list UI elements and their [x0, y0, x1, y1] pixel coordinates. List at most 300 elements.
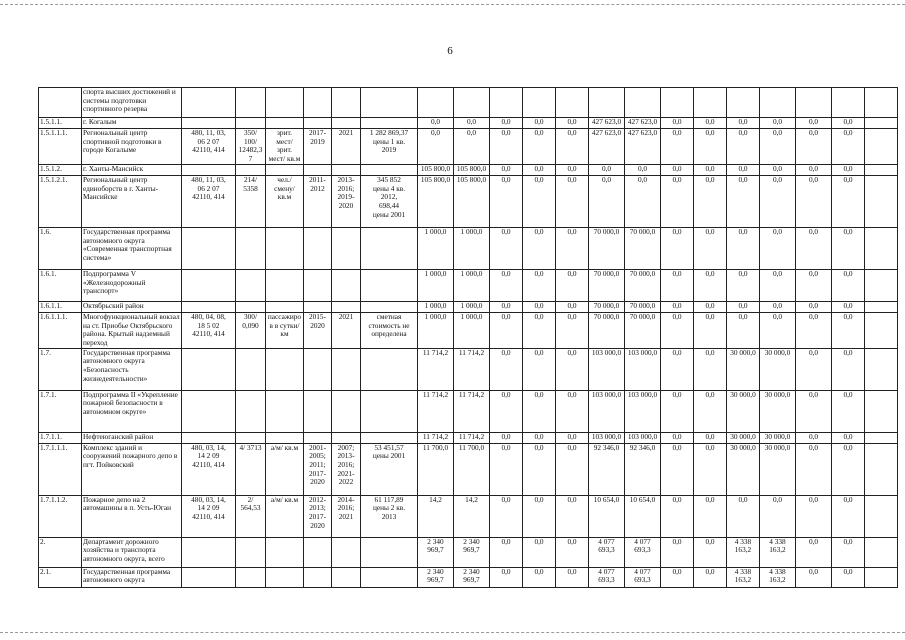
funding-value-cell: 0,0 — [661, 164, 694, 175]
funding-value-cell: 0,0 — [832, 269, 865, 301]
funding-value-cell: 10 654,0 — [589, 495, 625, 537]
capacity-unit-cell — [266, 567, 304, 587]
capacity-cell — [236, 227, 266, 269]
capacity-cell — [236, 432, 266, 443]
capacity-unit-cell — [266, 301, 304, 312]
row-code-cell: 1.7.1.1. — [39, 432, 82, 443]
funding-value-cell: 0,0 — [523, 175, 556, 227]
funding-value-cell: 0,0 — [556, 443, 589, 495]
row-name-cell: Государственная программа автономного округа — [82, 567, 182, 587]
construction-period-cell — [304, 88, 332, 118]
budget-classification-cell — [182, 164, 236, 175]
funding-value-cell: 0,0 — [832, 118, 865, 129]
funding-value-cell: 0,0 — [661, 443, 694, 495]
funding-value-cell: 0,0 — [556, 312, 589, 348]
construction-period-cell — [304, 164, 332, 175]
funding-value-cell: 0,0 — [523, 432, 556, 443]
commissioning-year-cell — [332, 118, 361, 129]
construction-period-cell — [304, 118, 332, 129]
row-code-cell: 1.7. — [39, 348, 82, 390]
funding-value-cell: 0,0 — [490, 312, 523, 348]
funding-value-cell: 2 340 969,7 — [454, 567, 490, 587]
funding-value-cell: 0,0 — [694, 537, 727, 567]
row-code-cell: 1.5.1.1.1. — [39, 129, 82, 165]
funding-value-cell: 427 623,0 — [625, 129, 661, 165]
table-row — [39, 88, 898, 118]
funding-value-cell: 103 000,0 — [625, 432, 661, 443]
funding-value-cell: 0,0 — [454, 129, 490, 165]
funding-value-cell: 0,0 — [661, 495, 694, 537]
funding-value-cell: 30 000,0 — [727, 348, 760, 390]
row-name-cell: Подпрограмма II «Укрепление пожарной безопасности в автономном округе» — [82, 390, 182, 432]
funding-value-cell: 105 800,0 — [454, 175, 490, 227]
funding-value-cell: 0,0 — [832, 348, 865, 390]
funding-value-cell: 70 000,0 — [625, 301, 661, 312]
budget-classification-cell: 480, 03, 14, 14 2 09 42110, 414 — [182, 443, 236, 495]
construction-period-cell: 2017- 2019 — [304, 129, 332, 165]
funding-value-cell: 0,0 — [661, 390, 694, 432]
funding-value-cell — [727, 88, 760, 118]
commissioning-year-cell: 2013- 2016; 2019- 2020 — [332, 175, 361, 227]
funding-value-cell: 0,0 — [832, 443, 865, 495]
funding-value-cell: 0,0 — [523, 164, 556, 175]
funding-value-cell: 4 338 163,2 — [727, 537, 760, 567]
funding-value-cell: 0,0 — [661, 567, 694, 587]
funding-value-cell — [865, 301, 898, 312]
funding-value-cell: 4 338 163,2 — [760, 567, 796, 587]
funding-value-cell: 0,0 — [832, 537, 865, 567]
funding-value-cell: 0,0 — [727, 227, 760, 269]
funding-value-cell: 0,0 — [694, 312, 727, 348]
commissioning-year-cell — [332, 432, 361, 443]
budget-classification-cell: 480, 11, 03, 06 2 07 42110, 414 — [182, 129, 236, 165]
funding-value-cell — [523, 88, 556, 118]
funding-value-cell: 0,0 — [796, 567, 832, 587]
estimated-cost-cell — [361, 227, 418, 269]
funding-value-cell: 0,0 — [661, 312, 694, 348]
funding-value-cell: 0,0 — [760, 312, 796, 348]
funding-value-cell: 0,0 — [727, 301, 760, 312]
estimated-cost-cell — [361, 301, 418, 312]
construction-period-cell — [304, 390, 332, 432]
funding-value-cell: 0,0 — [694, 118, 727, 129]
page-number: 6 — [447, 45, 453, 57]
funding-value-cell: 0,0 — [490, 537, 523, 567]
table-row — [39, 301, 898, 312]
funding-value-cell: 30 000,0 — [760, 390, 796, 432]
row-code-cell: 2.1. — [39, 567, 82, 587]
funding-value-cell: 30 000,0 — [727, 443, 760, 495]
funding-value-cell: 0,0 — [796, 269, 832, 301]
construction-period-cell — [304, 567, 332, 587]
funding-value-cell: 0,0 — [523, 118, 556, 129]
scan-bottom-edge — [0, 632, 905, 633]
funding-value-cell: 70 000,0 — [589, 227, 625, 269]
funding-value-cell: 0,0 — [760, 495, 796, 537]
capacity-unit-cell — [266, 537, 304, 567]
row-code-cell: 1.5.1.1. — [39, 118, 82, 129]
row-name-cell: Октябрьский район — [82, 301, 182, 312]
row-name-cell: Многофункциональный вокзал на ст. Приобье Октябрьского района. Крытый надземный переход — [83, 312, 180, 347]
capacity-cell — [236, 269, 266, 301]
funding-value-cell — [760, 88, 796, 118]
table-row — [39, 432, 898, 443]
funding-value-cell: 11 714,2 — [418, 432, 454, 443]
capacity-unit-cell — [266, 164, 304, 175]
funding-value-cell: 0,0 — [556, 301, 589, 312]
funding-value-cell: 0,0 — [490, 390, 523, 432]
row-name-cell: Департамент дорожного хозяйства и транспорта автономного округа, всего — [82, 537, 182, 567]
funding-value-cell: 0,0 — [625, 164, 661, 175]
funding-value-cell: 0,0 — [796, 164, 832, 175]
funding-value-cell: 30 000,0 — [760, 443, 796, 495]
commissioning-year-cell — [332, 269, 361, 301]
funding-value-cell: 0,0 — [556, 567, 589, 587]
funding-value-cell: 0,0 — [523, 443, 556, 495]
funding-value-cell — [625, 88, 661, 118]
funding-value-cell: 0,0 — [832, 495, 865, 537]
funding-value-cell: 0,0 — [490, 118, 523, 129]
funding-value-cell — [865, 432, 898, 443]
row-code-cell: 1.7.1.1.1. — [39, 443, 82, 495]
funding-value-cell — [865, 495, 898, 537]
funding-value-cell: 0,0 — [556, 129, 589, 165]
funding-value-cell: 0,0 — [694, 495, 727, 537]
funding-value-cell: 70 000,0 — [589, 312, 625, 348]
table-row — [39, 312, 898, 348]
funding-value-cell — [865, 269, 898, 301]
row-name-cell: Пожарное депо на 2 автомашины в п. Усть-Юган — [82, 495, 182, 537]
funding-value-cell — [661, 88, 694, 118]
commissioning-year-cell — [332, 164, 361, 175]
funding-value-cell: 0,0 — [523, 129, 556, 165]
estimated-cost-cell — [361, 567, 418, 587]
table-row — [39, 348, 898, 390]
construction-period-cell: 2015- 2020 — [304, 312, 332, 348]
capacity-unit-cell: зрит. мест/ зрит. мест/ кв.м — [266, 129, 304, 165]
funding-value-cell: 0,0 — [832, 390, 865, 432]
capacity-cell — [236, 118, 266, 129]
funding-value-cell: 4 077 693,3 — [625, 567, 661, 587]
row-name-cell: Региональный центр спортивной подготовки в городе Когалыме — [82, 129, 182, 165]
funding-value-cell: 0,0 — [661, 432, 694, 443]
construction-period-cell: 2011- 2012 — [304, 175, 332, 227]
commissioning-year-cell — [332, 227, 361, 269]
funding-value-cell: 0,0 — [727, 129, 760, 165]
funding-value-cell: 0,0 — [760, 227, 796, 269]
funding-value-cell: 70 000,0 — [625, 312, 661, 348]
row-code-cell: 2. — [39, 537, 82, 567]
funding-value-cell: 0,0 — [796, 390, 832, 432]
funding-value-cell — [865, 164, 898, 175]
funding-value-cell: 11 714,2 — [454, 348, 490, 390]
table-row — [39, 443, 898, 495]
commissioning-year-cell — [332, 537, 361, 567]
row-name-cell: г. Ханты-Мансийск — [82, 164, 182, 175]
funding-value-cell — [865, 443, 898, 495]
funding-value-cell: 0,0 — [661, 175, 694, 227]
budget-classification-cell — [182, 432, 236, 443]
funding-value-cell — [865, 348, 898, 390]
funding-value-cell: 11 700,0 — [454, 443, 490, 495]
row-name-cell: г. Когалым — [82, 118, 182, 129]
capacity-cell: 300/ 0,090 — [236, 312, 266, 348]
funding-value-cell: 0,0 — [661, 227, 694, 269]
commissioning-year-cell: 2014- 2016; 2021 — [332, 495, 361, 537]
funding-value-cell: 10 654,0 — [625, 495, 661, 537]
capacity-unit-cell: пассажиро в в сутки/ км — [266, 312, 304, 348]
row-code-cell: 1.7.1.1.2. — [39, 495, 82, 537]
budget-classification-cell — [182, 301, 236, 312]
funding-value-cell: 0,0 — [556, 175, 589, 227]
capacity-cell: 214/ 5358 — [236, 175, 266, 227]
table-row — [39, 537, 898, 567]
table-row — [39, 495, 898, 537]
budget-classification-cell — [182, 88, 236, 118]
funding-value-cell: 0,0 — [523, 312, 556, 348]
funding-value-cell: 0,0 — [661, 301, 694, 312]
funding-value-cell: 4 077 693,3 — [625, 537, 661, 567]
row-code-cell: 1.6.1.1. — [39, 301, 82, 312]
construction-period-cell — [304, 348, 332, 390]
funding-value-cell: 0,0 — [760, 129, 796, 165]
funding-value-cell — [418, 88, 454, 118]
funding-value-cell: 427 623,0 — [625, 118, 661, 129]
funding-value-cell — [556, 88, 589, 118]
estimated-cost-cell — [361, 88, 418, 118]
funding-value-cell: 14,2 — [418, 495, 454, 537]
estimated-cost-cell: сметная стоимость не определена — [361, 312, 418, 348]
row-code-cell: 1.7.1. — [39, 390, 82, 432]
funding-value-cell: 0,0 — [490, 348, 523, 390]
funding-value-cell: 0,0 — [796, 443, 832, 495]
estimated-cost-cell: 1 282 869,37 цены 1 кв. 2019 — [361, 129, 418, 165]
funding-value-cell: 0,0 — [694, 175, 727, 227]
capacity-unit-cell — [266, 118, 304, 129]
funding-value-cell: 1 000,0 — [454, 301, 490, 312]
funding-value-cell: 0,0 — [694, 269, 727, 301]
funding-value-cell: 30 000,0 — [727, 432, 760, 443]
capacity-unit-cell: чел./ смену/ кв.м — [266, 175, 304, 227]
capacity-unit-cell — [266, 432, 304, 443]
funding-value-cell: 0,0 — [490, 443, 523, 495]
funding-value-cell — [832, 88, 865, 118]
funding-value-cell: 0,0 — [694, 348, 727, 390]
estimated-cost-cell — [361, 348, 418, 390]
funding-value-cell: 0,0 — [796, 175, 832, 227]
funding-value-cell: 1 000,0 — [418, 269, 454, 301]
funding-value-cell: 0,0 — [760, 269, 796, 301]
budget-classification-cell — [182, 390, 236, 432]
estimated-cost-cell: 61 117,89 цены 2 кв. 2013 — [361, 495, 418, 537]
funding-value-cell: 0,0 — [490, 227, 523, 269]
funding-value-cell — [589, 88, 625, 118]
funding-value-cell: 0,0 — [694, 567, 727, 587]
funding-value-cell: 0,0 — [796, 129, 832, 165]
funding-value-cell: 11 714,2 — [418, 348, 454, 390]
funding-value-cell — [865, 227, 898, 269]
funding-value-cell: 105 800,0 — [454, 164, 490, 175]
funding-value-cell: 0,0 — [490, 567, 523, 587]
row-name-cell: Государственная программа автономного округа «Современная транспортная система» — [82, 227, 182, 269]
funding-value-cell: 0,0 — [832, 175, 865, 227]
funding-value-cell: 0,0 — [694, 443, 727, 495]
funding-value-cell — [865, 175, 898, 227]
funding-value-cell: 0,0 — [760, 301, 796, 312]
funding-value-cell: 0,0 — [523, 390, 556, 432]
funding-value-cell: 0,0 — [490, 432, 523, 443]
capacity-unit-cell — [266, 88, 304, 118]
table-row — [39, 390, 898, 432]
funding-value-cell: 0,0 — [832, 301, 865, 312]
funding-value-cell — [865, 88, 898, 118]
funding-value-cell: 1 000,0 — [454, 312, 490, 348]
funding-value-cell: 0,0 — [727, 495, 760, 537]
row-name-cell: спорта высших достижений и системы подготовки спортивного резерва — [82, 88, 182, 118]
funding-value-cell — [454, 88, 490, 118]
commissioning-year-cell — [332, 567, 361, 587]
funding-value-cell: 105 800,0 — [418, 164, 454, 175]
funding-value-cell: 0,0 — [490, 175, 523, 227]
commissioning-year-cell — [332, 390, 361, 432]
row-name-cell: Государственная программа автономного округа «Безопасность жизнедеятельности» — [82, 348, 182, 390]
funding-value-cell — [694, 88, 727, 118]
row-code-cell: 1.5.1.2.1. — [39, 175, 82, 227]
table-row — [39, 129, 898, 165]
funding-value-cell: 0,0 — [589, 164, 625, 175]
funding-value-cell: 0,0 — [661, 537, 694, 567]
construction-period-cell — [304, 537, 332, 567]
funding-value-cell: 0,0 — [454, 118, 490, 129]
funding-value-cell: 0,0 — [760, 118, 796, 129]
funding-value-cell: 1 000,0 — [418, 301, 454, 312]
construction-period-cell — [304, 269, 332, 301]
funding-value-cell: 0,0 — [490, 301, 523, 312]
capacity-unit-cell: а/м/ кв.м — [266, 443, 304, 495]
funding-value-cell: 103 000,0 — [625, 390, 661, 432]
funding-value-cell: 1 000,0 — [418, 312, 454, 348]
funding-value-cell: 0,0 — [490, 129, 523, 165]
row-name-cell: Региональный центр единоборств в г. Ханты-Мансийске — [82, 175, 182, 227]
funding-value-cell: 0,0 — [556, 118, 589, 129]
row-name-cell: Нефтеюганский район — [82, 432, 182, 443]
funding-value-cell: 0,0 — [796, 537, 832, 567]
capacity-cell — [236, 88, 266, 118]
funding-value-cell: 0,0 — [727, 175, 760, 227]
estimated-cost-cell — [361, 390, 418, 432]
funding-value-cell: 0,0 — [523, 348, 556, 390]
funding-value-cell: 0,0 — [418, 118, 454, 129]
capacity-cell — [236, 164, 266, 175]
funding-value-cell: 11 700,0 — [418, 443, 454, 495]
funding-value-cell: 0,0 — [796, 301, 832, 312]
funding-value-cell: 103 000,0 — [589, 390, 625, 432]
funding-value-cell: 103 000,0 — [589, 432, 625, 443]
funding-value-cell — [490, 88, 523, 118]
funding-value-cell: 14,2 — [454, 495, 490, 537]
commissioning-year-cell: 2007; 2013- 2016; 2021- 2022 — [332, 443, 361, 495]
funding-value-cell: 0,0 — [760, 164, 796, 175]
funding-value-cell: 0,0 — [661, 348, 694, 390]
table-row — [39, 175, 898, 227]
funding-value-cell: 0,0 — [727, 164, 760, 175]
funding-value-cell: 0,0 — [832, 567, 865, 587]
funding-value-cell: 0,0 — [694, 164, 727, 175]
row-code-cell — [39, 88, 82, 118]
funding-value-cell: 11 714,2 — [418, 390, 454, 432]
funding-value-cell: 30 000,0 — [760, 432, 796, 443]
funding-value-cell: 0,0 — [490, 164, 523, 175]
funding-value-cell: 0,0 — [796, 227, 832, 269]
funding-value-cell: 4 077 693,3 — [589, 567, 625, 587]
row-code-cell: 1.6.1.1.1. — [39, 312, 82, 348]
funding-value-cell: 4 338 163,2 — [760, 537, 796, 567]
estimated-cost-cell — [361, 164, 418, 175]
budget-classification-cell: 480, 04, 08, 18 5 02 42110, 414 — [182, 312, 236, 348]
funding-value-cell: 0,0 — [796, 495, 832, 537]
funding-value-cell: 0,0 — [832, 129, 865, 165]
funding-value-cell: 0,0 — [694, 227, 727, 269]
funding-value-cell: 1 000,0 — [454, 269, 490, 301]
capacity-unit-cell — [266, 269, 304, 301]
funding-value-cell: 0,0 — [727, 269, 760, 301]
budget-classification-cell — [182, 269, 236, 301]
estimated-cost-cell — [361, 537, 418, 567]
estimated-cost-cell — [361, 432, 418, 443]
funding-value-cell: 70 000,0 — [589, 269, 625, 301]
funding-value-cell: 427 623,0 — [589, 118, 625, 129]
funding-value-cell: 0,0 — [523, 495, 556, 537]
funding-value-cell: 0,0 — [523, 227, 556, 269]
funding-value-cell: 1 000,0 — [418, 227, 454, 269]
funding-value-cell: 70 000,0 — [625, 269, 661, 301]
capacity-unit-cell — [266, 390, 304, 432]
row-code-cell: 1.6.1. — [39, 269, 82, 301]
commissioning-year-cell: 2021 — [332, 312, 361, 348]
table-row — [39, 269, 898, 301]
capacity-cell — [236, 567, 266, 587]
capacity-cell: 4/ 3713 — [236, 443, 266, 495]
funding-value-cell: 0,0 — [796, 312, 832, 348]
capacity-unit-cell: а/м/ кв.м — [266, 495, 304, 537]
funding-value-cell: 0,0 — [832, 227, 865, 269]
budget-classification-cell — [182, 227, 236, 269]
funding-value-cell: 0,0 — [832, 164, 865, 175]
funding-value-cell: 0,0 — [832, 432, 865, 443]
funding-value-cell: 0,0 — [556, 269, 589, 301]
funding-value-cell: 70 000,0 — [625, 227, 661, 269]
funding-value-cell: 0,0 — [556, 495, 589, 537]
budget-classification-cell — [182, 118, 236, 129]
table-row — [39, 567, 898, 587]
funding-value-cell: 0,0 — [523, 269, 556, 301]
funding-value-cell — [865, 390, 898, 432]
funding-value-cell: 0,0 — [589, 175, 625, 227]
funding-value-cell: 2 340 969,7 — [418, 567, 454, 587]
funding-value-cell: 0,0 — [556, 537, 589, 567]
construction-period-cell — [304, 227, 332, 269]
construction-period-cell: 2012- 2013; 2017- 2020 — [304, 495, 332, 537]
funding-value-cell: 103 000,0 — [625, 348, 661, 390]
funding-value-cell: 0,0 — [694, 129, 727, 165]
funding-value-cell — [865, 129, 898, 165]
funding-value-cell: 1 000,0 — [454, 227, 490, 269]
capacity-cell — [236, 537, 266, 567]
row-code-cell: 1.6. — [39, 227, 82, 269]
estimated-cost-cell — [361, 118, 418, 129]
scan-top-edge — [0, 4, 905, 5]
funding-value-cell: 4 338 163,2 — [727, 567, 760, 587]
